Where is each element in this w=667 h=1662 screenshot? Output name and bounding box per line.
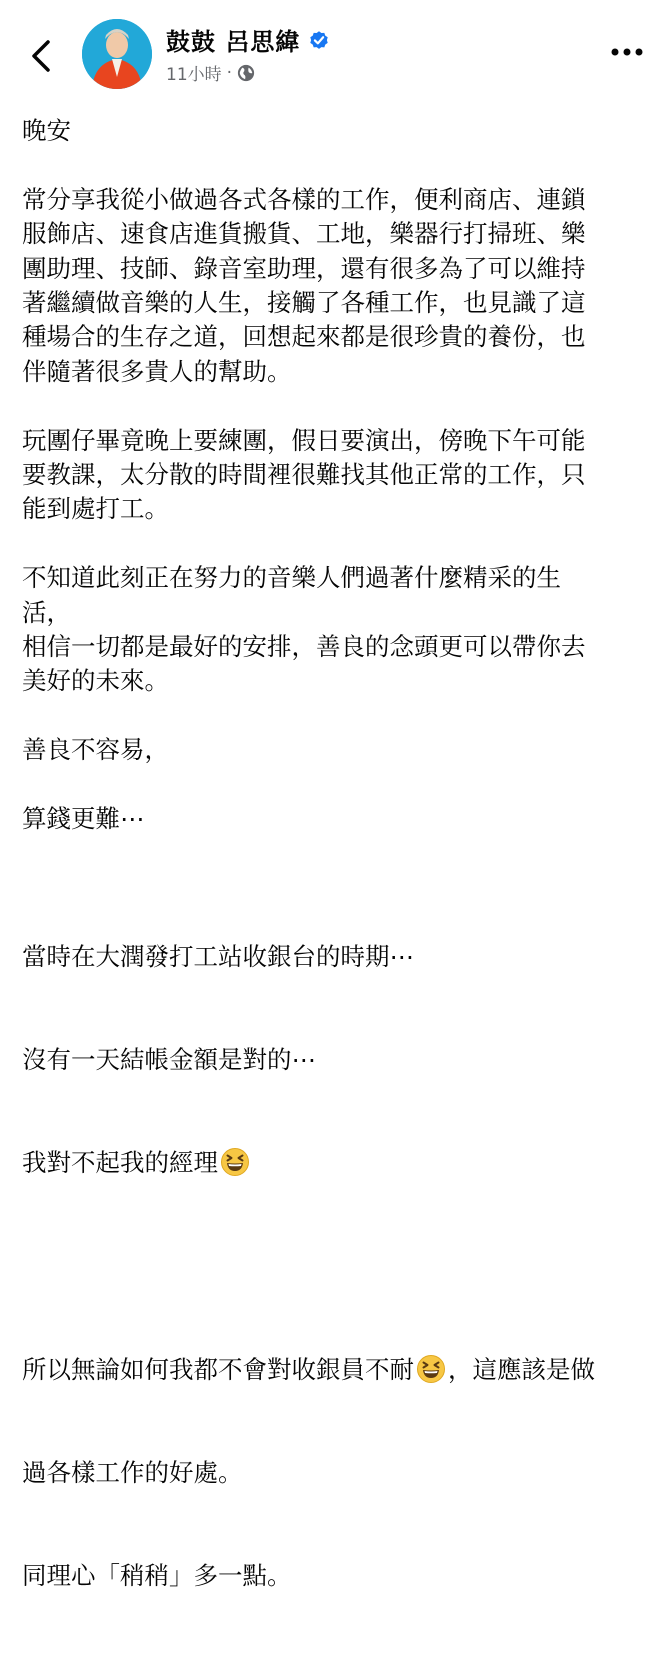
post-paragraph: 晚安 [22, 116, 71, 145]
post-paragraph: 玩團仔畢竟晚上要練團，假日要演出，傍晚下午可能 要教課，太分散的時間裡很難找其他正常的工作，只 能到處打工。 [22, 425, 586, 524]
globe-icon [237, 64, 255, 82]
post-line-text: ，這應該是做 [448, 1354, 595, 1384]
post-paragraph-cashier [22, 871, 650, 1249]
back-arrow-icon[interactable] [22, 28, 62, 84]
meta-separator: · [226, 62, 233, 83]
avatar[interactable] [82, 19, 152, 89]
post-line [22, 1353, 650, 1387]
post-line: 當時在大潤發打工站收銀台的時期⋯ [22, 941, 414, 971]
post-line: 沒有一天結帳金額是對的⋯ [22, 1044, 316, 1074]
author-name[interactable]: 鼓鼓 呂思緯 [166, 28, 301, 56]
post-line-text: 我對不起我的經理 [22, 1148, 218, 1178]
post-line: 過各樣工作的好處。 [22, 1457, 243, 1487]
post-paragraph: 善良不容易， [22, 735, 169, 765]
post-paragraph: 算錢更難⋯ [22, 804, 145, 834]
post-line [22, 1146, 650, 1180]
grinning-squinting-face-emoji [416, 1354, 446, 1384]
post-header [0, 0, 667, 100]
post-meta [166, 60, 255, 85]
author-row [166, 22, 330, 57]
post-line: 同理心「稍稍」多一點。 [22, 1560, 292, 1590]
grinning-squinting-face-emoji [220, 1147, 250, 1177]
avatar-image [82, 19, 152, 89]
post-paragraph: 常分享我從小做過各式各樣的工作，便利商店、連鎖 服飾店、速食店進貨搬貨、工地，樂器行打掃班、樂 團助理、技師、錄音室助理，還有很多為了可以維持 著繼續做音樂的人生，接觸了各種工作，也見識了這 種場合的生存之道，回想起來都是很珍貴的養份，也 伴隨著很多貴人的幫助。 [22, 184, 586, 386]
more-options-icon[interactable] [609, 40, 645, 64]
post-body [22, 114, 650, 1662]
post-line-text: 所以無論如何我都不會對收銀員不耐 [22, 1354, 414, 1384]
verified-badge-icon [308, 29, 330, 51]
post-paragraph-empathy [22, 1284, 650, 1662]
post-timestamp[interactable]: 11小時 [166, 65, 222, 85]
post-paragraph: 不知道此刻正在努力的音樂人們過著什麼精采的生 活， 相信一切都是最好的安排，善良的念頭更可以帶你去 美好的未來。 [22, 563, 586, 696]
